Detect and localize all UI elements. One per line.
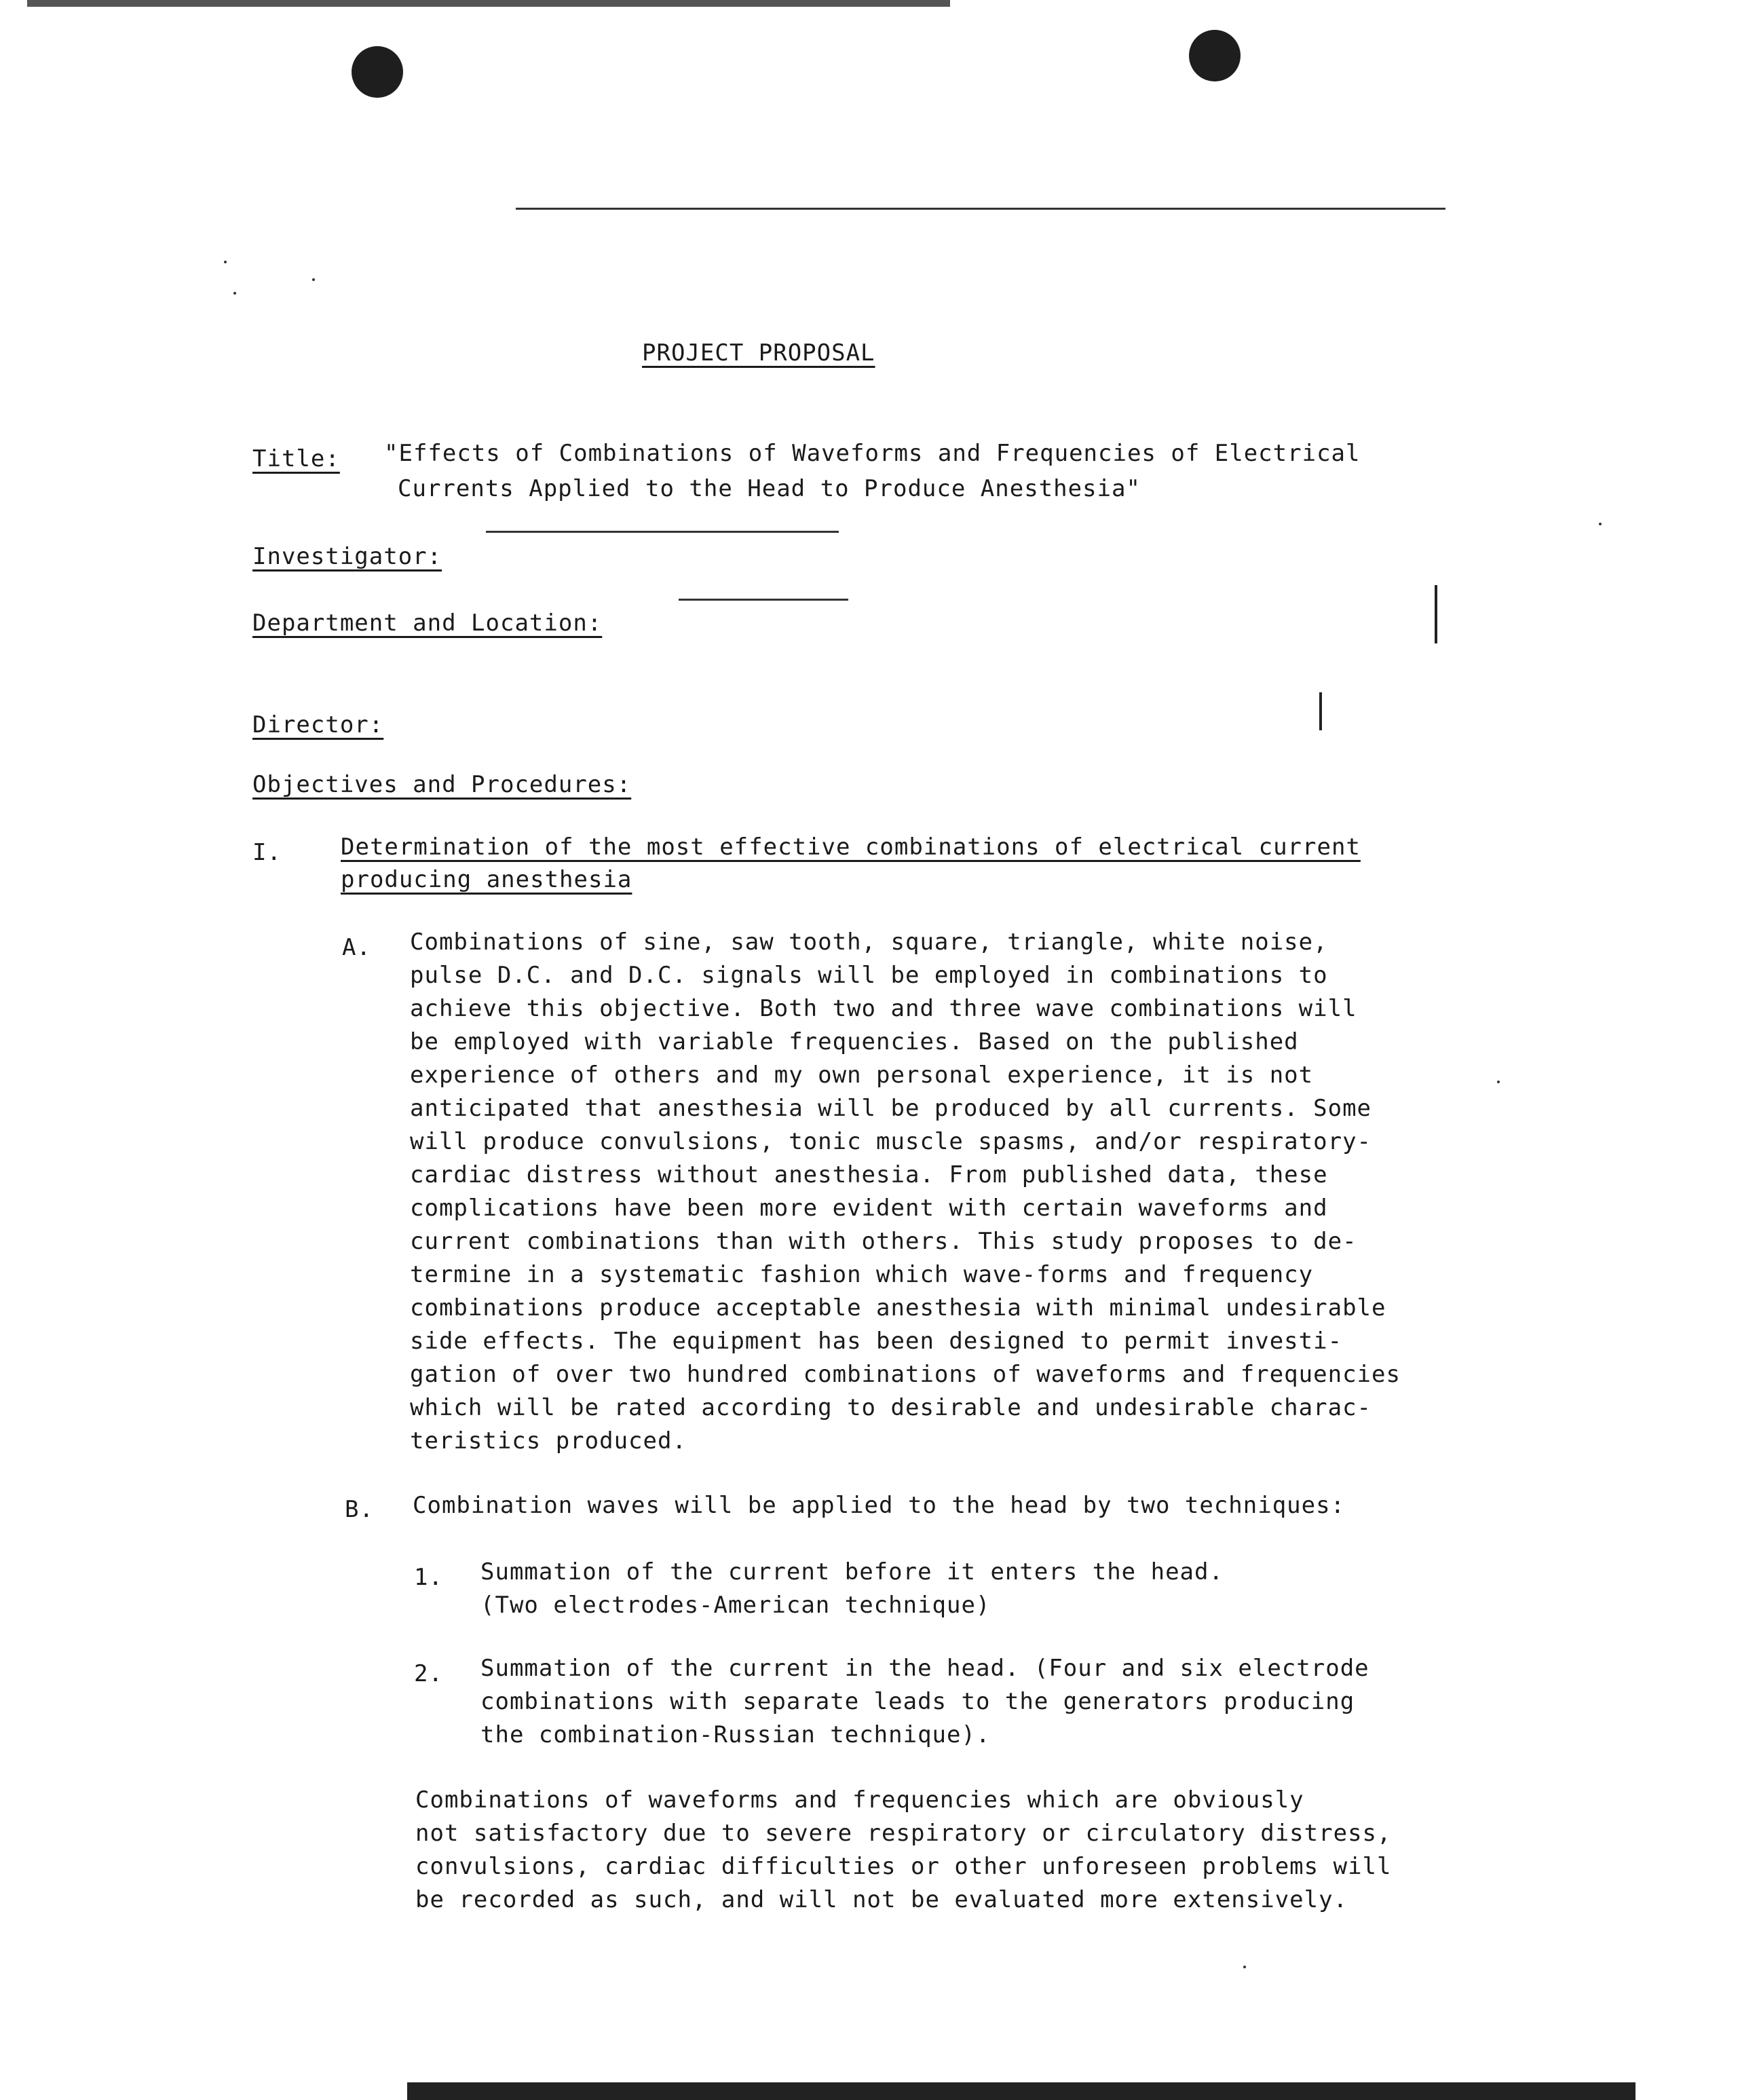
title-line-1: "Effects of Combinations of Waveforms and Frequencies of Electrical <box>384 440 1361 467</box>
paragraph-line: experience of others and my own personal experience, it is not <box>410 1062 1314 1089</box>
paragraph-line: complications have been more evident with certain waveforms and <box>410 1195 1328 1222</box>
objectives-label: Objectives and Procedures: <box>252 771 632 798</box>
sub-item-1 <box>480 1556 1224 1622</box>
paragraph-line: combinations produce acceptable anesthesia with minimal undesirable <box>410 1294 1386 1321</box>
paragraph-line: which will be rated according to desirable and undesirable charac- <box>410 1394 1372 1421</box>
paragraph-line: teristics produced. <box>410 1427 687 1455</box>
section-heading-line: Determination of the most effective combinations of electrical current <box>341 833 1361 861</box>
paragraph-line: be recorded as such, and will not be evaluated more extensively. <box>415 1886 1348 1913</box>
paragraph-line: convulsions, cardiac difficulties or other unforeseen problems will <box>415 1853 1392 1880</box>
paragraph-line: the combination-Russian technique). <box>480 1721 991 1748</box>
paragraph-line: will produce convulsions, tonic muscle spasms, and/or respiratory- <box>410 1128 1372 1155</box>
redaction-line-investigator <box>486 531 839 533</box>
department-label: Department and Location: <box>252 610 603 637</box>
paragraph-line: Summation of the current in the head. (Four and six electrode <box>480 1655 1369 1682</box>
paragraph-line: (Two electrodes-American technique) <box>480 1592 991 1619</box>
title-label: Title: <box>252 445 340 472</box>
punch-hole-left <box>352 46 403 98</box>
sub-item-2 <box>480 1652 1369 1752</box>
speck <box>1243 1966 1246 1968</box>
scan-edge-top <box>27 0 950 7</box>
margin-mark <box>1319 692 1322 730</box>
sub-item-2-number: 2. <box>414 1660 443 1687</box>
director-label: Director: <box>252 711 384 738</box>
sub-item-1-number: 1. <box>414 1564 443 1591</box>
item-b-letter: B. <box>345 1496 374 1523</box>
page-heading: PROJECT PROPOSAL <box>642 339 875 367</box>
paragraph-line: cardiac distress without anesthesia. From published data, these <box>410 1161 1328 1188</box>
speck <box>312 278 315 281</box>
paragraph-line: be employed with variable frequencies. Based on the published <box>410 1028 1299 1055</box>
speck <box>233 292 236 295</box>
closing-paragraph <box>415 1784 1391 1917</box>
section-heading <box>341 831 1361 896</box>
paragraph-line: achieve this objective. Both two and three wave combinations will <box>410 995 1357 1022</box>
scan-edge-bottom <box>407 2082 1635 2100</box>
investigator-label: Investigator: <box>252 543 442 570</box>
section-numeral: I. <box>252 839 282 866</box>
paragraph-line: Combinations of sine, saw tooth, square, triangle, white noise, <box>410 929 1328 956</box>
item-a-letter: A. <box>342 934 371 961</box>
speck <box>1497 1081 1500 1083</box>
title-line-2: Currents Applied to the Head to Produce Anesthesia" <box>398 475 1141 502</box>
paragraph-line: Combinations of waveforms and frequencies which are obviously <box>415 1786 1304 1814</box>
speck <box>1599 523 1602 525</box>
paragraph-line: current combinations than with others. This study proposes to de- <box>410 1228 1357 1255</box>
paragraph-line: combinations with separate leads to the generators producing <box>480 1688 1355 1715</box>
item-b-text: Combination waves will be applied to the head by two techniques: <box>413 1492 1346 1519</box>
punch-hole-right <box>1189 30 1241 81</box>
paragraph-line: not satisfactory due to severe respiratory or circulatory distress, <box>415 1820 1392 1847</box>
margin-mark <box>1435 585 1437 643</box>
paragraph-line: pulse D.C. and D.C. signals will be employed in combinations to <box>410 962 1328 989</box>
redaction-line-department <box>679 599 848 601</box>
paragraph-line: gation of over two hundred combinations of waveforms and frequencies <box>410 1361 1401 1388</box>
paragraph-line: termine in a systematic fashion which wave-forms and frequency <box>410 1261 1314 1288</box>
paragraph-line: anticipated that anesthesia will be produced by all currents. Some <box>410 1095 1372 1122</box>
speck <box>224 261 227 263</box>
paragraph-line: Summation of the current before it enters the head. <box>480 1558 1224 1586</box>
item-a-paragraph <box>410 926 1401 1458</box>
section-heading-line: producing anesthesia <box>341 866 632 893</box>
scan-dashed-line <box>516 208 1445 210</box>
paragraph-line: side effects. The equipment has been designed to permit investi- <box>410 1328 1343 1355</box>
